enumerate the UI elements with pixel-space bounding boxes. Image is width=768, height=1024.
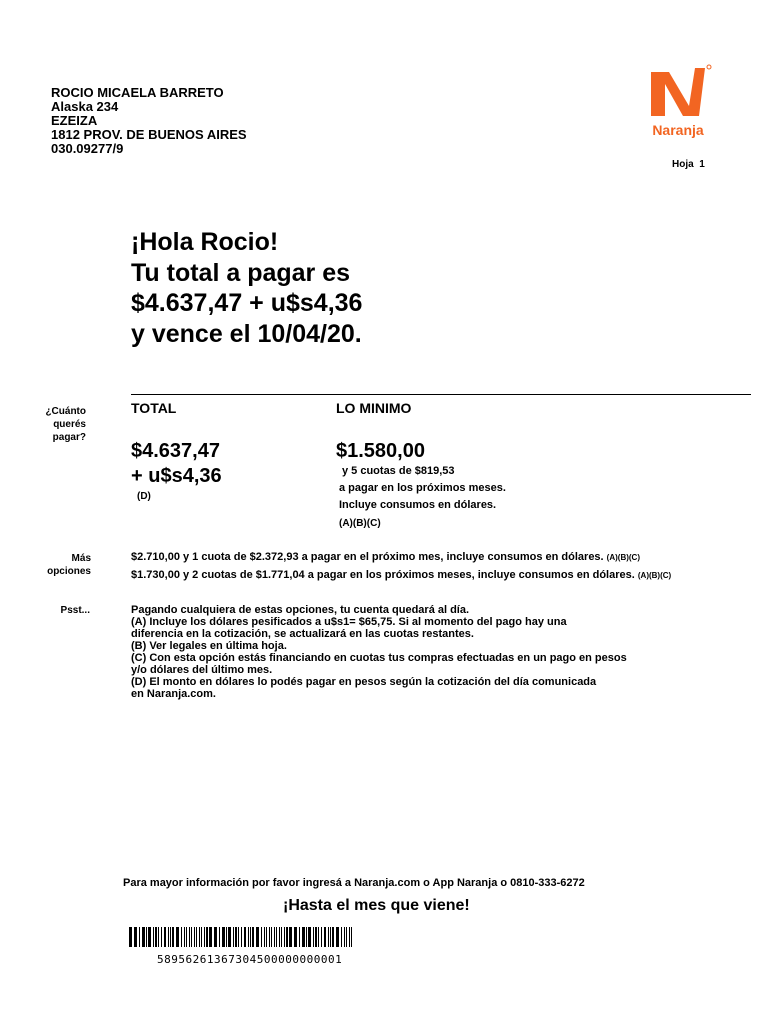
barcode-bar <box>336 927 339 947</box>
minimum-note: (A)(B)(C) <box>339 518 381 529</box>
page-label: Hoja <box>672 159 694 170</box>
page-number-value: 1 <box>699 159 705 170</box>
barcode-bar <box>158 927 159 947</box>
more-options-label-line-2: opciones <box>47 566 91 577</box>
barcode <box>129 927 356 947</box>
barcode-bar <box>168 927 169 947</box>
barcode-bar <box>181 927 182 947</box>
option-2 <box>131 569 671 581</box>
more-options-label <box>14 552 91 578</box>
psst-line: (C) Con esta opción estás financiando en cuotas tus compras efectuadas en un pago en pesos <box>131 652 627 664</box>
brand-name: Naranja <box>652 122 704 138</box>
barcode-bar <box>264 927 265 947</box>
more-options-label-line-1: Más <box>71 553 91 564</box>
barcode-bar <box>134 927 137 947</box>
customer-street: Alaska 234 <box>51 99 119 114</box>
barcode-bar <box>155 927 157 947</box>
barcode-bar <box>142 927 145 947</box>
barcode-bar <box>238 927 239 947</box>
barcode-bar <box>344 927 345 947</box>
barcode-bar <box>315 927 317 947</box>
divider <box>131 394 751 395</box>
barcode-bar <box>186 927 187 947</box>
barcode-bar <box>261 927 262 947</box>
barcode-bar <box>214 927 217 947</box>
barcode-bar <box>248 927 249 947</box>
naranja-n-icon <box>643 58 713 120</box>
barcode-bar <box>308 927 311 947</box>
barcode-bar <box>226 927 227 947</box>
barcode-bar <box>279 927 280 947</box>
greeting <box>131 227 362 349</box>
barcode-bar <box>306 927 307 947</box>
barcode-bar <box>332 927 334 947</box>
option-2-text: $1.730,00 y 2 cuotas de $1.771,04 a pagar en los próximos meses, incluye consumos en dólares. <box>131 569 635 581</box>
psst-line: diferencia en la cotización, se actualizará en las cuotas restantes. <box>131 628 474 640</box>
barcode-bar <box>194 927 195 947</box>
barcode-bar <box>274 927 275 947</box>
barcode-bar <box>349 927 350 947</box>
barcode-bar <box>289 927 292 947</box>
barcode-bar <box>351 927 352 947</box>
barcode-bar <box>250 927 251 947</box>
barcode-bar <box>148 927 151 947</box>
psst-line: (B) Ver legales en última hoja. <box>131 640 287 652</box>
payment-question-line-1: ¿Cuánto querés <box>45 406 86 430</box>
barcode-bar <box>189 927 190 947</box>
barcode-bar <box>129 927 132 947</box>
barcode-bar <box>286 927 288 947</box>
customer-postal: 1812 PROV. DE BUENOS AIRES <box>51 127 247 142</box>
barcode-bar <box>276 927 277 947</box>
barcode-bar <box>196 927 197 947</box>
barcode-bar <box>266 927 267 947</box>
barcode-bar <box>256 927 259 947</box>
payment-question-label <box>14 405 86 444</box>
customer-name: ROCIO MICAELA BARRETO <box>51 85 224 100</box>
barcode-bar <box>281 927 282 947</box>
total-amount: $4.637,47 <box>131 440 220 462</box>
psst-label: Psst... <box>60 605 90 616</box>
barcode-bar <box>269 927 270 947</box>
option-1 <box>131 551 640 563</box>
naranja-logo <box>643 58 718 138</box>
barcode-bar <box>222 927 225 947</box>
barcode-bar <box>313 927 314 947</box>
total-usd: + u$s4,36 <box>131 465 222 487</box>
greeting-line-4: y vence el 10/04/20. <box>131 319 362 348</box>
payment-question-line-2: pagar? <box>52 432 86 443</box>
greeting-line-2: Tu total a pagar es <box>131 258 351 287</box>
barcode-bar <box>228 927 231 947</box>
barcode-bar <box>201 927 202 947</box>
barcode-bar <box>341 927 342 947</box>
barcode-bar <box>191 927 192 947</box>
minimum-line-2: a pagar en los próximos meses. <box>339 482 506 494</box>
option-1-text: $2.710,00 y 1 cuota de $2.372,93 a pagar en el próximo mes, incluye consumos en dólares. <box>131 551 604 563</box>
barcode-bar <box>318 927 319 947</box>
psst-line: (D) El monto en dólares lo podés pagar en pesos según la cotización del día comunicada <box>131 676 597 688</box>
psst-line: y/o dólares del último mes. <box>131 664 273 676</box>
minimum-header: LO MINIMO <box>336 400 412 416</box>
barcode-bar <box>161 927 162 947</box>
page-number <box>672 159 705 170</box>
customer-account: 030.09277/9 <box>51 141 124 156</box>
psst-notes <box>131 604 627 700</box>
psst-line: (A) Incluye los dólares pesificados a u$s1= $65,75. Si al momento del pago hay una <box>131 616 567 628</box>
barcode-bar <box>170 927 171 947</box>
barcode-bar <box>172 927 174 947</box>
customer-address <box>51 86 247 156</box>
customer-city: EZEIZA <box>51 113 98 128</box>
barcode-bar <box>235 927 237 947</box>
barcode-bar <box>252 927 254 947</box>
barcode-bar <box>294 927 297 947</box>
barcode-bar <box>302 927 305 947</box>
barcode-bar <box>321 927 322 947</box>
barcode-bar <box>139 927 140 947</box>
barcode-bar <box>199 927 200 947</box>
minimum-amount: $1.580,00 <box>336 440 425 462</box>
barcode-bar <box>233 927 234 947</box>
barcode-bar <box>271 927 272 947</box>
barcode-bar <box>244 927 246 947</box>
barcode-bar <box>324 927 326 947</box>
barcode-bar <box>241 927 242 947</box>
barcode-bar <box>284 927 285 947</box>
option-2-note: (A)(B)(C) <box>637 571 672 580</box>
psst-line: Pagando cualquiera de estas opciones, tu cuenta quedará al día. <box>131 604 470 616</box>
barcode-bar <box>164 927 166 947</box>
minimum-line-1: y 5 cuotas de $819,53 <box>342 465 455 477</box>
barcode-bar <box>299 927 300 947</box>
barcode-bar <box>328 927 329 947</box>
barcode-bar <box>146 927 147 947</box>
option-1-note: (A)(B)(C) <box>606 553 640 562</box>
greeting-line-3: $4.637,47 + u$s4,36 <box>131 289 363 317</box>
barcode-bar <box>219 927 220 947</box>
barcode-bar <box>176 927 179 947</box>
barcode-bar <box>209 927 212 947</box>
barcode-bar <box>153 927 154 947</box>
footer-info: Para mayor información por favor ingresá a Naranja.com o App Naranja o 0810-333-6272 <box>123 877 585 889</box>
total-header: TOTAL <box>131 400 177 416</box>
barcode-number: 58956261367304500000000001 <box>157 953 343 966</box>
total-note: (D) <box>137 491 151 502</box>
barcode-bar <box>346 927 347 947</box>
barcode-bar <box>204 927 205 947</box>
barcode-bar <box>330 927 331 947</box>
footer-farewell: ¡Hasta el mes que viene! <box>283 897 470 914</box>
barcode-bar <box>184 927 185 947</box>
barcode-bar <box>206 927 208 947</box>
psst-line: en Naranja.com. <box>131 688 216 700</box>
greeting-line-1: ¡Hola Rocio! <box>131 228 279 256</box>
minimum-line-3: Incluye consumos en dólares. <box>339 499 497 511</box>
